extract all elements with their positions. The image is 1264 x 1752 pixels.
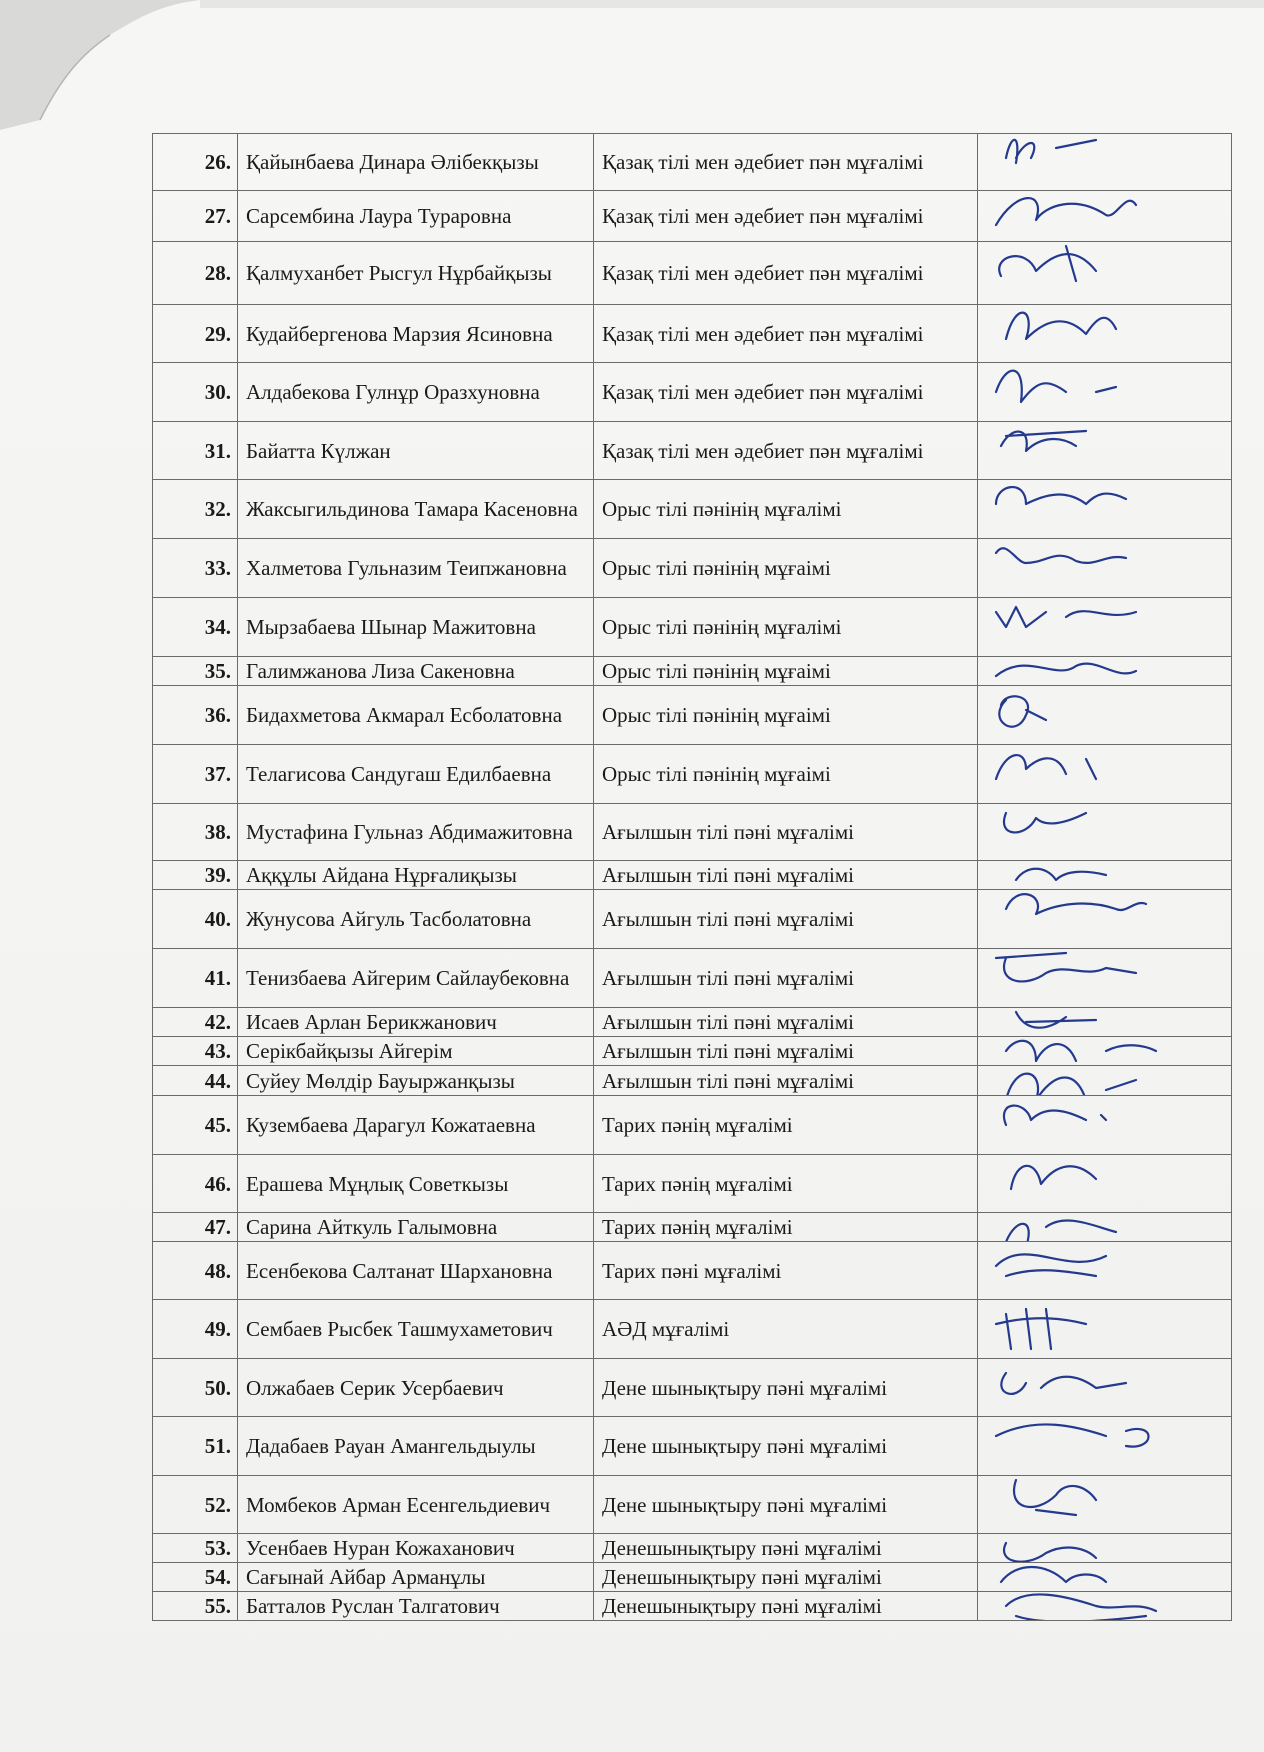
table-row	[153, 1592, 1232, 1621]
handwritten-signature	[986, 1563, 1166, 1592]
row-number: 42.	[153, 1008, 238, 1037]
teacher-name: Жаксыгильдинова Тамара Касеновна	[238, 480, 594, 539]
teacher-position: Ағылшын тілі пәні мұғалімі	[594, 1008, 978, 1037]
row-number: 44.	[153, 1066, 238, 1096]
handwritten-signature	[986, 861, 1166, 890]
handwritten-signature	[986, 1592, 1166, 1621]
teacher-position: Орыс тілі пәнінің мұғаімі	[594, 539, 978, 598]
row-number: 35.	[153, 657, 238, 686]
handwritten-signature	[986, 539, 1166, 594]
signature-cell	[978, 1096, 1232, 1155]
teacher-name: Сағынай Айбар Арманұлы	[238, 1563, 594, 1592]
signature-cell	[978, 1476, 1232, 1534]
teacher-name: Тенизбаева Айгерим Сайлаубековна	[238, 949, 594, 1008]
row-number: 38.	[153, 804, 238, 861]
signature-cell	[978, 480, 1232, 539]
handwritten-signature	[986, 422, 1166, 477]
signature-cell	[978, 1417, 1232, 1476]
teacher-name: Дадабаев Рауан Амангельдыулы	[238, 1417, 594, 1476]
handwritten-signature	[986, 1534, 1166, 1563]
handwritten-signature	[986, 1359, 1166, 1414]
table-row	[153, 480, 1232, 539]
table-row	[153, 1213, 1232, 1242]
teacher-position: Тарих пәні мұғалімі	[594, 1242, 978, 1300]
teacher-name: Олжабаев Серик Усербаевич	[238, 1359, 594, 1417]
teacher-name: Сембаев Рысбек Ташмухаметович	[238, 1300, 594, 1359]
table-row	[153, 1037, 1232, 1066]
table-row	[153, 539, 1232, 598]
teacher-name: Кузембаева Дарагул Кожатаевна	[238, 1096, 594, 1155]
signature-cell	[978, 1213, 1232, 1242]
row-number: 32.	[153, 480, 238, 539]
table-row	[153, 1563, 1232, 1592]
teacher-name: Бидахметова Акмарал Есболатовна	[238, 686, 594, 745]
row-number: 39.	[153, 861, 238, 890]
table-row	[153, 804, 1232, 861]
table-row	[153, 890, 1232, 949]
teacher-name: Есенбекова Салтанат Шархановна	[238, 1242, 594, 1300]
signature-cell	[978, 242, 1232, 305]
teacher-position: Ағылшын тілі пәні мұғалімі	[594, 1066, 978, 1096]
signature-cell	[978, 134, 1232, 191]
handwritten-signature	[986, 890, 1166, 945]
staff-signature-table	[152, 133, 1232, 1621]
row-number: 31.	[153, 422, 238, 480]
table-row	[153, 363, 1232, 422]
teacher-position: Қазақ тілі мен әдебиет пән мұғалімі	[594, 191, 978, 242]
row-number: 52.	[153, 1476, 238, 1534]
table-row	[153, 598, 1232, 657]
signature-cell	[978, 191, 1232, 242]
signature-cell	[978, 539, 1232, 598]
teacher-position: Ағылшын тілі пәні мұғалімі	[594, 861, 978, 890]
teacher-position: Орыс тілі пәнінің мұғалімі	[594, 598, 978, 657]
teacher-name: Қайынбаева Динара Әлібекқызы	[238, 134, 594, 191]
row-number: 47.	[153, 1213, 238, 1242]
signature-cell	[978, 745, 1232, 804]
teacher-position: Орыс тілі пәнінің мұғаімі	[594, 657, 978, 686]
row-number: 26.	[153, 134, 238, 191]
teacher-name: Сарсембина Лаура Тураровна	[238, 191, 594, 242]
teacher-name: Байатта Күлжан	[238, 422, 594, 480]
table-row	[153, 1155, 1232, 1213]
table-row	[153, 422, 1232, 480]
handwritten-signature	[986, 1155, 1166, 1210]
table-row	[153, 949, 1232, 1008]
handwritten-signature	[986, 1008, 1166, 1037]
teacher-name: Усенбаев Нуран Кожаханович	[238, 1534, 594, 1563]
table-body	[153, 134, 1232, 1621]
table-row	[153, 1476, 1232, 1534]
table-row	[153, 657, 1232, 686]
handwritten-signature	[986, 305, 1166, 360]
row-number: 30.	[153, 363, 238, 422]
teacher-position: Ағылшын тілі пәні мұғалімі	[594, 1037, 978, 1066]
signature-cell	[978, 686, 1232, 745]
teacher-position: Денешынықтыру пәні мұғалімі	[594, 1563, 978, 1592]
teacher-name: Алдабекова Гулнұр Оразхуновна	[238, 363, 594, 422]
signature-cell	[978, 804, 1232, 861]
signature-cell	[978, 598, 1232, 657]
handwritten-signature	[986, 1096, 1166, 1151]
teacher-position: Дене шынықтыру пәні мұғалімі	[594, 1359, 978, 1417]
row-number: 51.	[153, 1417, 238, 1476]
table-row	[153, 191, 1232, 242]
teacher-name: Жунусова Айгуль Тасболатовна	[238, 890, 594, 949]
teacher-position: Денешынықтыру пәні мұғалімі	[594, 1592, 978, 1621]
teacher-name: Момбеков Арман Есенгельдиевич	[238, 1476, 594, 1534]
signature-cell	[978, 1037, 1232, 1066]
table-row	[153, 134, 1232, 191]
teacher-position: Қазақ тілі мен әдебиет пән мұғалімі	[594, 305, 978, 363]
row-number: 43.	[153, 1037, 238, 1066]
teacher-name: Батталов Руслан Талгатович	[238, 1592, 594, 1621]
signature-cell	[978, 890, 1232, 949]
row-number: 55.	[153, 1592, 238, 1621]
table-row	[153, 686, 1232, 745]
teacher-position: Орыс тілі пәнінің мұғалімі	[594, 480, 978, 539]
row-number: 27.	[153, 191, 238, 242]
row-number: 50.	[153, 1359, 238, 1417]
handwritten-signature	[986, 1300, 1166, 1355]
signature-cell	[978, 1008, 1232, 1037]
row-number: 36.	[153, 686, 238, 745]
row-number: 34.	[153, 598, 238, 657]
row-number: 40.	[153, 890, 238, 949]
signature-cell	[978, 949, 1232, 1008]
teacher-name: Аққұлы Айдана Нұрғалиқызы	[238, 861, 594, 890]
teacher-position: Орыс тілі пәнінің мұғаімі	[594, 745, 978, 804]
teacher-name: Қалмуханбет Рысгул Нұрбайқызы	[238, 242, 594, 305]
table-row	[153, 1534, 1232, 1563]
row-number: 46.	[153, 1155, 238, 1213]
row-number: 54.	[153, 1563, 238, 1592]
table-row	[153, 1066, 1232, 1096]
signature-cell	[978, 1359, 1232, 1417]
row-number: 48.	[153, 1242, 238, 1300]
handwritten-signature	[986, 598, 1166, 653]
teacher-name: Кудайбергенова Марзия Ясиновна	[238, 305, 594, 363]
teacher-name: Галимжанова Лиза Сакеновна	[238, 657, 594, 686]
handwritten-signature	[986, 1242, 1166, 1297]
signature-cell	[978, 1066, 1232, 1096]
row-number: 29.	[153, 305, 238, 363]
table-row	[153, 1359, 1232, 1417]
table-row	[153, 861, 1232, 890]
teacher-name: Мустафина Гульназ Абдимажитовна	[238, 804, 594, 861]
handwritten-signature	[986, 480, 1166, 535]
handwritten-signature	[986, 242, 1166, 297]
teacher-position: Қазақ тілі мен әдебиет пән мұғалімі	[594, 363, 978, 422]
teacher-position: Қазақ тілі мен әдебиет пән мұғалімі	[594, 242, 978, 305]
signature-cell	[978, 1563, 1232, 1592]
row-number: 41.	[153, 949, 238, 1008]
teacher-position: Дене шынықтыру пәні мұғалімі	[594, 1417, 978, 1476]
signature-cell	[978, 422, 1232, 480]
teacher-position: Қазақ тілі мен әдебиет пән мұғалімі	[594, 422, 978, 480]
signature-cell	[978, 1155, 1232, 1213]
teacher-position: Ағылшын тілі пәні мұғалімі	[594, 890, 978, 949]
row-number: 33.	[153, 539, 238, 598]
table-row	[153, 305, 1232, 363]
teacher-name: Суйеу Мөлдір Бауыржанқызы	[238, 1066, 594, 1096]
handwritten-signature	[986, 949, 1166, 1004]
handwritten-signature	[986, 1066, 1166, 1096]
signature-cell	[978, 1592, 1232, 1621]
handwritten-signature	[986, 657, 1166, 686]
handwritten-signature	[986, 134, 1166, 189]
table-row	[153, 242, 1232, 305]
teacher-name: Ерашева Мұңлық Советкызы	[238, 1155, 594, 1213]
teacher-name: Мырзабаева Шынар Мажитовна	[238, 598, 594, 657]
signature-cell	[978, 861, 1232, 890]
signature-cell	[978, 1242, 1232, 1300]
teacher-name: Исаев Арлан Берикжанович	[238, 1008, 594, 1037]
signature-cell	[978, 1300, 1232, 1359]
teacher-name: Телагисова Сандугаш Едилбаевна	[238, 745, 594, 804]
handwritten-signature	[986, 191, 1166, 242]
table-row	[153, 1096, 1232, 1155]
signature-cell	[978, 1534, 1232, 1563]
teacher-name: Сарина Айткуль Галымовна	[238, 1213, 594, 1242]
row-number: 28.	[153, 242, 238, 305]
table-row	[153, 1417, 1232, 1476]
handwritten-signature	[986, 1213, 1166, 1242]
teacher-position: Дене шынықтыру пәні мұғалімі	[594, 1476, 978, 1534]
signature-cell	[978, 363, 1232, 422]
teacher-position: Орыс тілі пәнінің мұғаімі	[594, 686, 978, 745]
teacher-position: Тарих пәнің мұғалімі	[594, 1213, 978, 1242]
signature-cell	[978, 657, 1232, 686]
handwritten-signature	[986, 1476, 1166, 1531]
handwritten-signature	[986, 686, 1166, 741]
teacher-position: Тарих пәнің мұғалімі	[594, 1155, 978, 1213]
signature-cell	[978, 305, 1232, 363]
table-row	[153, 1300, 1232, 1359]
table-row	[153, 1242, 1232, 1300]
teacher-position: АӘД мұғалімі	[594, 1300, 978, 1359]
row-number: 37.	[153, 745, 238, 804]
row-number: 49.	[153, 1300, 238, 1359]
teacher-position: Қазақ тілі мен әдебиет пән мұғалімі	[594, 134, 978, 191]
handwritten-signature	[986, 745, 1166, 800]
teacher-position: Тарих пәнің мұғалімі	[594, 1096, 978, 1155]
handwritten-signature	[986, 363, 1166, 418]
handwritten-signature	[986, 1037, 1166, 1066]
teacher-position: Ағылшын тілі пәні мұғалімі	[594, 949, 978, 1008]
table-row	[153, 1008, 1232, 1037]
teacher-position: Ағылшын тілі пәні мұғалімі	[594, 804, 978, 861]
handwritten-signature	[986, 804, 1166, 859]
table-row	[153, 745, 1232, 804]
row-number: 53.	[153, 1534, 238, 1563]
handwritten-signature	[986, 1417, 1166, 1472]
teacher-name: Серікбайқызы Айгерім	[238, 1037, 594, 1066]
row-number: 45.	[153, 1096, 238, 1155]
teacher-position: Денешынықтыру пәні мұғалімі	[594, 1534, 978, 1563]
teacher-name: Халметова Гульназим Теипжановна	[238, 539, 594, 598]
